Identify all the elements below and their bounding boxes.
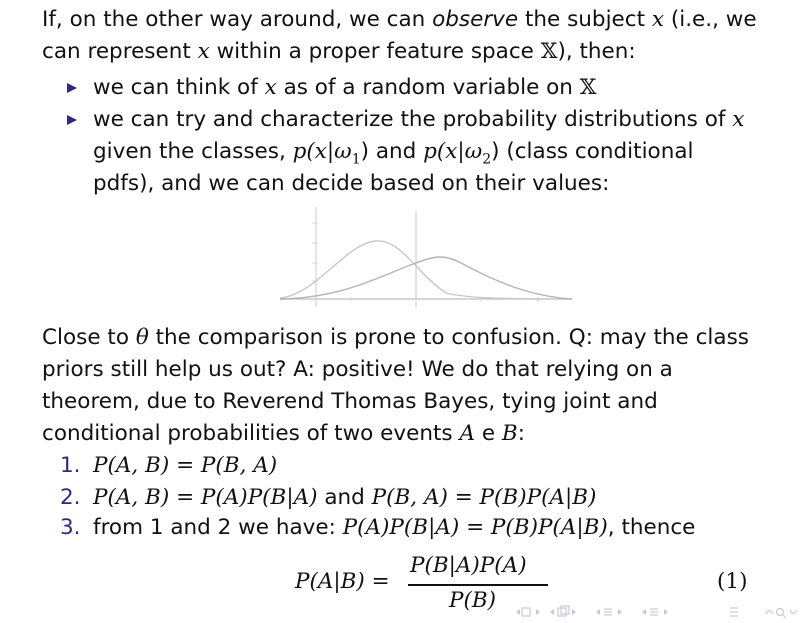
list-text: and [317, 485, 372, 510]
intro-text: If, on the other way around, we can [42, 7, 433, 32]
para-line-1 [42, 322, 749, 354]
equation-numerator: P(B|A)P(A) [410, 553, 527, 578]
list-number-1: 1. [60, 453, 81, 478]
intro-line-1 [42, 4, 757, 36]
equation-number: (1) [717, 569, 748, 594]
bullet-text: we can try and characterize the probability distributions of [93, 107, 733, 132]
math-A: A [459, 421, 475, 446]
math-B: B [501, 421, 518, 446]
intro-text: can represent [42, 39, 198, 64]
para-text: theorem, due to Reverend Thomas Bayes, tying joint and [42, 389, 658, 414]
intro-text: ), then: [557, 39, 636, 64]
para-text: e [474, 421, 502, 446]
equation-lhs: P(A|B) = [295, 569, 390, 594]
bullet-text: given the classes, [93, 139, 293, 164]
search-icon[interactable] [766, 609, 797, 619]
math-p-x-omega2: p(x|ω [423, 139, 483, 164]
list-item-1 [93, 450, 277, 482]
list-item-3 [93, 512, 695, 544]
equation-denominator: P(B) [449, 588, 497, 613]
bullet-item-1 [93, 72, 596, 104]
math-equation: P(A, B) = P(B, A) [93, 453, 278, 478]
observe-emphasis: observe [432, 7, 519, 32]
para-text: the comparison is prone to confusion. Q: may the class [148, 325, 749, 350]
para-line-4 [42, 418, 525, 450]
frame-right-icon[interactable] [550, 606, 576, 616]
pdf-curve-class-2 [280, 257, 572, 299]
bullet-text: ) (class conditional [491, 139, 694, 164]
math-equation: P(A)P(B|A) = P(B)P(A|B) [342, 515, 608, 540]
bullet-text: ) and [360, 139, 424, 164]
bullet-item-2-line-3 [93, 168, 609, 200]
math-feature-space: 𝕏 [540, 39, 558, 64]
para-text: priors still help us out? A: positive! We do that relying on a [42, 357, 673, 382]
math-feature-space: 𝕏 [579, 75, 597, 100]
math-subscript: 1 [351, 151, 361, 168]
subsection-right-icon[interactable] [618, 609, 622, 615]
intro-text: the subject [518, 7, 652, 32]
subsection-left-icon[interactable] [596, 609, 612, 615]
section-right-icon[interactable] [664, 609, 668, 615]
beamer-navigation[interactable] [510, 605, 800, 619]
align-icon[interactable] [730, 608, 738, 616]
pdf-figure [276, 203, 576, 313]
bullet-text: we can think of [93, 75, 265, 100]
para-text: : [517, 421, 525, 446]
frame-left-icon[interactable] [516, 608, 540, 616]
nav-icons[interactable] [510, 605, 800, 619]
intro-text: within a proper feature space [209, 39, 541, 64]
list-number-3: 3. [60, 515, 81, 540]
bullet-text: pdfs), and we can decide based on their values: [93, 171, 610, 196]
list-item-2 [93, 482, 596, 514]
math-x: x [651, 7, 664, 32]
bullet-icon [67, 83, 77, 93]
list-text: from 1 and 2 we have: [93, 515, 343, 540]
list-number-2: 2. [60, 485, 81, 510]
math-x: x [732, 107, 745, 132]
bullet-icon [67, 115, 77, 125]
math-equation: P(B, A) = P(B)P(A|B) [371, 485, 597, 510]
pdf-curve-class-1 [280, 241, 572, 299]
para-line-2 [42, 354, 673, 386]
math-x: x [197, 39, 210, 64]
math-p-x-omega1: p(x|ω [292, 139, 352, 164]
ticks [312, 223, 538, 302]
section-left-icon[interactable] [642, 609, 658, 615]
para-text: conditional probabilities of two events [42, 421, 460, 446]
bullet-text: as of a random variable on [276, 75, 580, 100]
math-subscript: 2 [482, 151, 492, 168]
para-line-3 [42, 386, 658, 418]
list-text: , thence [607, 515, 696, 540]
math-x: x [264, 75, 277, 100]
intro-line-2 [42, 36, 636, 68]
intro-text: (i.e., we [664, 7, 757, 32]
para-text: Close to [42, 325, 136, 350]
math-theta: θ [135, 325, 149, 350]
math-equation: P(A, B) = P(A)P(B|A) [93, 485, 318, 510]
bullet-item-2-line-1 [93, 104, 744, 136]
